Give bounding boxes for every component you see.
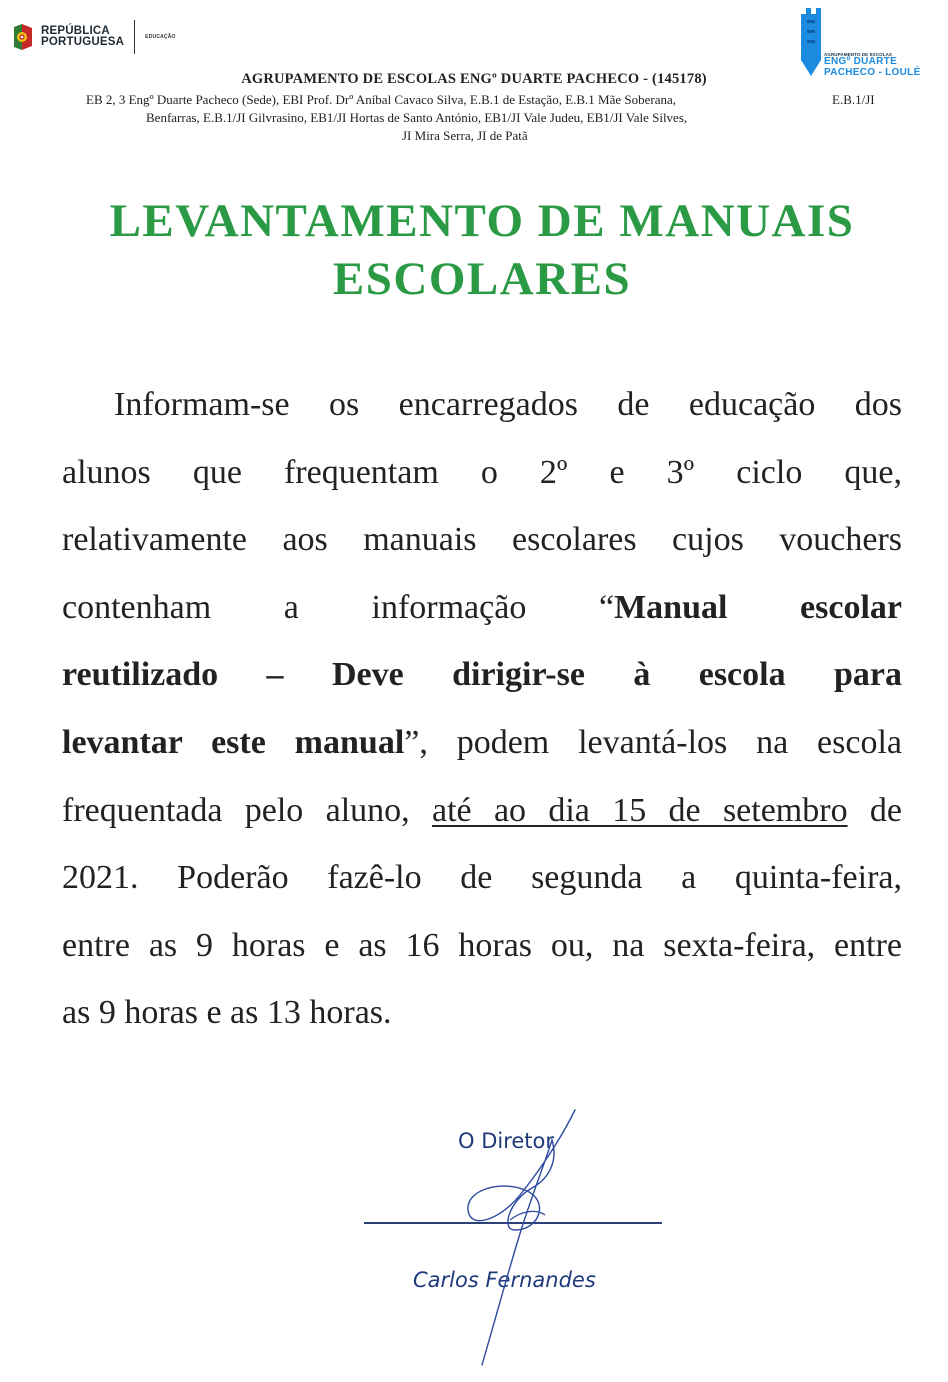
school-logo-small: AGRUPAMENTO DE ESCOLAS [824, 52, 893, 57]
school-name: AGRUPAMENTO DE ESCOLAS ENGº DUARTE PACHECO - (145178) [241, 71, 707, 87]
republica-line2: PORTUGUESA [41, 36, 125, 48]
school-logo-line2: PACHECO - LOULÉ [824, 66, 921, 78]
title-line-2: ESCOLARES [332, 253, 632, 305]
republica-line1: REPÚBLICA [41, 25, 110, 37]
notice-body [62, 371, 902, 1047]
schools-line-2: Benfarras, E.B.1/JI Gilvrasino, EB1/JI Hortas de Santo António, EB1/JI Vale Judeu, EB1/JI Vale Silves, [146, 110, 688, 125]
schools-line-1-extra: E.B.1/JI [832, 92, 875, 107]
body-line-7-text: frequentada pelo aluno, [62, 791, 432, 829]
body-line-6-text: ”, podem levantá-los na escola [404, 723, 902, 761]
body-line-2: alunos que frequentam o 2º e 3º ciclo que, [62, 453, 902, 491]
ministry-label: EDUCAÇÃO [145, 34, 176, 40]
body-line-3: relativamente aos manuais escolares cujos vouchers [62, 521, 902, 559]
body-line-8: 2021. Poderão fazê-lo de segunda a quinta-feira, [62, 859, 902, 897]
body-line-5: reutilizado – Deve dirigir-se à escola para [62, 656, 902, 694]
body-line-4-text: contenham a informação “ [62, 588, 615, 626]
republica-text [41, 26, 124, 48]
logo-divider [134, 20, 135, 54]
school-logo-line1: ENGº DUARTE [824, 56, 898, 67]
portugal-flag-icon [12, 23, 34, 51]
body-line-6 [62, 709, 902, 777]
signature-role: O Diretor [458, 1129, 555, 1153]
body-line-9: entre as 9 horas e as 16 horas ou, na sexta-feira, entre [62, 926, 902, 964]
title-line-1: LEVANTAMENTO DE MANUAIS [109, 195, 855, 247]
body-line-6-bold: levantar este manual [62, 723, 405, 761]
body-line-10: as 9 horas e as 13 horas. [62, 994, 392, 1032]
signature-name: Carlos Fernandes [413, 1268, 596, 1292]
body-line-1: Informam-se os encarregados de educação dos [114, 386, 902, 423]
handwritten-signature [440, 1100, 600, 1370]
body-line-4 [62, 574, 902, 642]
deadline-date: até ao dia 15 de setembro [432, 791, 848, 829]
schools-line-3: JI Mira Serra, JI de Patã [402, 128, 528, 143]
page-title [0, 192, 948, 308]
body-line-4-bold: Manual escolar [614, 588, 903, 626]
body-line-7-end: de [847, 791, 903, 829]
body-line-7 [62, 777, 902, 845]
republica-portuguesa-logo [12, 20, 176, 54]
schools-line-1: EB 2, 3 Engº Duarte Pacheco (Sede), EBI Prof. Drº Aníbal Cavaco Silva, E.B.1 de Estação, E.B.1 Mãe Soberana, [86, 92, 677, 107]
